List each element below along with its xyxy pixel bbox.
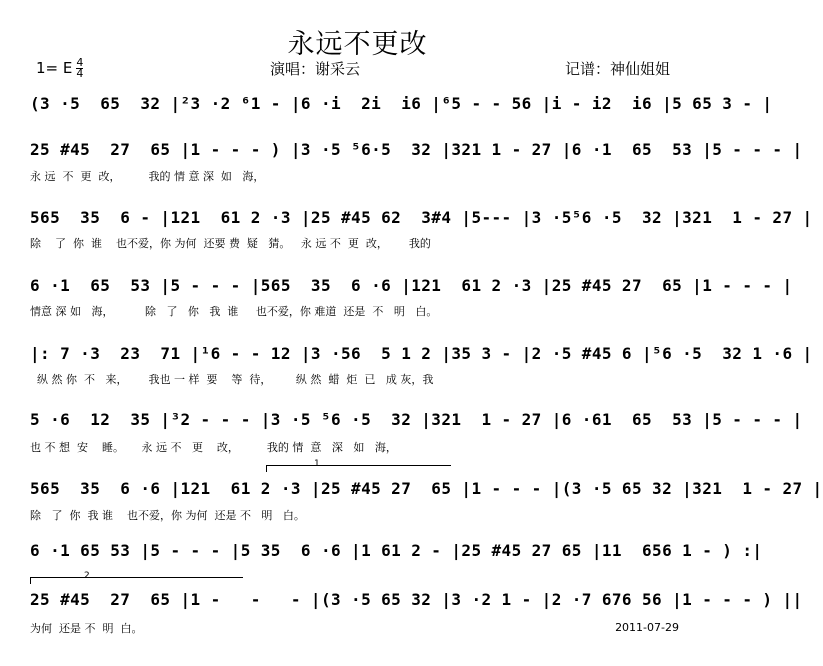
lyric-line-6: 也 不 想 安 睡。 永 远 不 更 改， 我的 情 意 深 如 海， — [30, 441, 397, 454]
lyric-line-2: 永 远 不 更 改， 我的 情 意 深 如 海， — [30, 170, 265, 183]
volta-number-1: 1 — [314, 459, 320, 469]
score-line-5: |: 7 ·3 23 71 |¹6 - - 12 |3 ·56 5 1 2 |35 3 - |2 ·5 #45 6 |⁵6 ·5 32 1 ·6 | — [30, 344, 813, 363]
time-signature — [76, 58, 83, 79]
time-signature-bottom: 4 — [76, 67, 84, 80]
key-signature — [36, 58, 83, 79]
score-line-3: 565 35 6 - |121 61 2 ·3 |25 #45 62 3#4 |5--- |3 ·5⁵6 ·5 32 |321 1 - 27 | — [30, 208, 813, 227]
lyric-line-4: 情意 深 如 海， 除 了 你 我 谁 也不爱，你 难道 还是 不 明 白。 — [30, 305, 438, 318]
score-line-1: (3 ·5 65 32 |²3 ·2 ⁶1 - |6 ·i 2i i6 |⁶5 - - 56 |i - i2 i6 |5 65 3 - | — [30, 94, 773, 113]
score-line-6: 5 ·6 12 35 |³2 - - - |3 ·5 ⁵6 ·5 32 |321 1 - 27 |6 ·61 65 53 |5 - - - | — [30, 410, 803, 429]
score-line-2: 25 #45 27 65 |1 - - - ) |3 ·5 ⁵6·5 32 |321 1 - 27 |6 ·1 65 53 |5 - - - | — [30, 140, 803, 159]
volta-bracket-2 — [30, 577, 243, 584]
lyric-line-7: 除 了 你 我 谁 也不爱，你 为何 还是 不 明 白。 — [30, 509, 305, 522]
transcription-date: 2011-07-29 — [615, 621, 679, 634]
score-line-9: 25 #45 27 65 |1 - - - |(3 ·5 65 32 |3 ·2 1 - |2 ·7 676 56 |1 - - - ) || — [30, 590, 803, 609]
key-label: 1= E — [36, 59, 73, 77]
volta-bracket-1 — [266, 465, 451, 472]
lyric-line-5: 纵 然 你 不 来， 我也 一 样 要 等 待， 纵 然 蜡 炬 已 成 灰，我 — [30, 373, 434, 386]
lyric-line-9: 为何 还是 不 明 白。 — [30, 622, 143, 635]
time-signature-top: 4 — [76, 56, 84, 69]
notator-credit: 记谱：神仙姐姐 — [565, 60, 671, 78]
lyric-line-3: 除 了 你 谁 也不爱，你 为何 还要 费 疑 猜。 永 远 不 更 改， 我的 — [30, 237, 431, 250]
singer-credit: 演唱：谢采云 — [270, 60, 361, 78]
song-title: 永远不更改 — [287, 29, 428, 60]
volta-number-2: 2 — [84, 571, 90, 581]
score-line-4: 6 ·1 65 53 |5 - - - |565 35 6 ·6 |121 61 2 ·3 |25 #45 27 65 |1 - - - | — [30, 276, 793, 295]
score-line-7: 565 35 6 ·6 |121 61 2 ·3 |25 #45 27 65 |1 - - - |(3 ·5 65 32 |321 1 - 27 | — [30, 479, 823, 498]
score-line-8: 6 ·1 65 53 |5 - - - |5 35 6 ·6 |1 61 2 - |25 #45 27 65 |11 656 1 - ) :| — [30, 541, 763, 560]
